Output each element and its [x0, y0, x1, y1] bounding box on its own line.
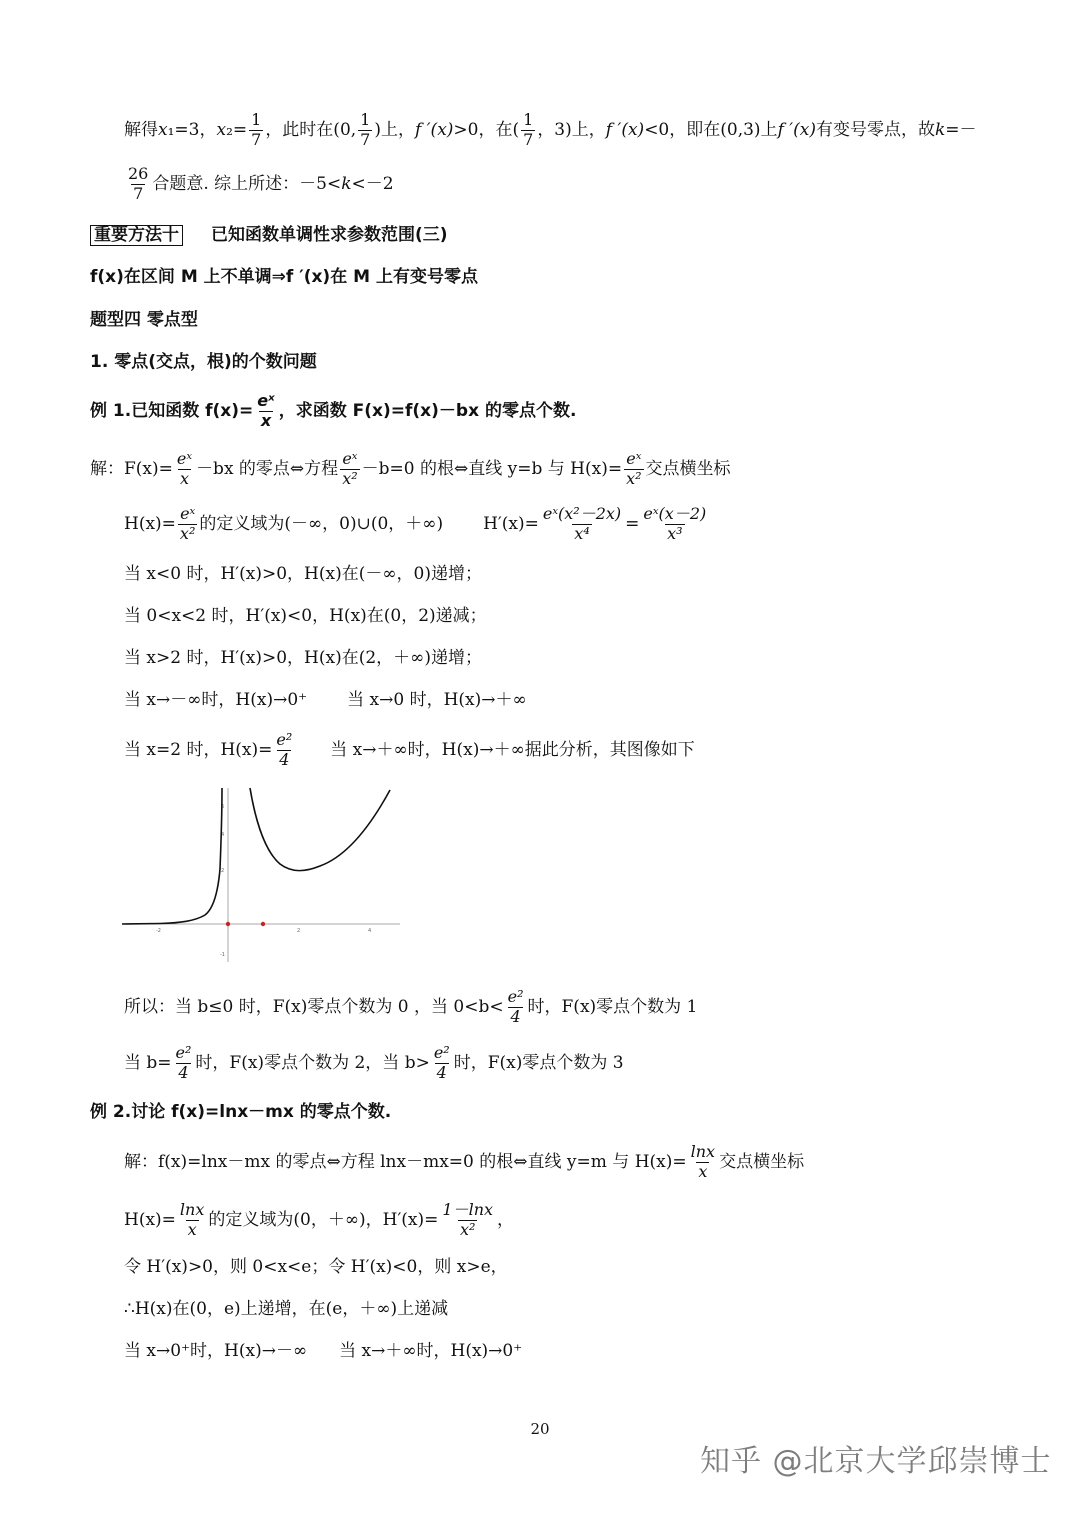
origin-point: [226, 922, 230, 926]
function-graph: [120, 784, 405, 966]
numerator: e²: [175, 1042, 192, 1062]
fraction: [178, 503, 197, 543]
rule-text: f(x)在区间 M 上不单调⇒f ′(x)在 M 上有变号零点: [90, 266, 478, 287]
watermark: 知乎 @北京大学邱崇博士: [700, 1444, 1052, 1479]
text: 令 H′(x)>0，则 0<x<e；令 H′(x)<0，则 x>e，: [124, 1256, 508, 1277]
method-title: 已知函数单调性求参数范围(三): [211, 224, 448, 245]
hx-definition-line: [124, 500, 710, 548]
text: ₁=3，: [167, 119, 217, 140]
text: 有变号零点，故: [815, 119, 935, 140]
curve-right-branch: [250, 788, 390, 871]
method-label: 重要方法十: [90, 225, 183, 246]
numerator: e²: [433, 1042, 450, 1062]
fraction: [340, 448, 359, 488]
fraction: [641, 503, 708, 543]
text: H(x)=: [124, 513, 176, 534]
type-heading: [90, 309, 198, 331]
denominator: 7: [360, 129, 371, 149]
numerator: lnx: [179, 1199, 205, 1219]
text: 解：f(x)=lnx－mx 的零点⇔方程 lnx－mx=0 的根⇔直线 y=m 与 H(x)=: [124, 1151, 687, 1172]
denominator: x: [260, 410, 272, 430]
text: 的定义域为(0，＋∞)，H′(x)=: [208, 1209, 439, 1230]
denominator: 4: [436, 1062, 447, 1082]
text: 当 x→0⁺时，H(x)→－∞: [124, 1340, 308, 1361]
text: ，求函数 F(x)=f(x)－bx 的零点个数.: [278, 400, 577, 421]
text: ，: [497, 1209, 515, 1230]
fraction-1-7: [358, 109, 372, 149]
fraction: [541, 503, 623, 543]
denominator: x: [698, 1161, 708, 1181]
denominator: x⁴: [574, 523, 590, 543]
section-title: 1. 零点(交点，根)的个数问题: [90, 351, 317, 372]
text: 时，F(x)零点个数为 1: [527, 996, 698, 1017]
ex2-hx-line: [124, 1196, 514, 1244]
numerator: eˣ: [180, 503, 196, 523]
text: 当 x→＋∞时，H(x)→＋∞据此分析，其图像如下: [330, 739, 695, 760]
fraction: [624, 448, 643, 488]
y-tick-label: 4: [221, 832, 225, 838]
text: 合题意. 综上所述：－5<: [152, 173, 342, 194]
text: 当 b=: [124, 1052, 172, 1073]
ex2-case-line-1: [124, 1257, 508, 1277]
numerator: eˣ(x²－2x): [542, 503, 622, 523]
text: 当 x=2 时，H(x)=: [124, 739, 273, 760]
denominator: 4: [178, 1062, 189, 1082]
numerator: e²: [276, 729, 293, 749]
text: 当 x→－∞时，H(x)→0⁺: [124, 689, 308, 710]
text: －b=0 的根⇔直线 y=b 与 H(x)=: [361, 458, 623, 479]
numerator: e²: [507, 986, 524, 1006]
text: 例 1.已知函数 f(x)=: [90, 400, 254, 421]
ex2-case-line-3: [124, 1341, 522, 1361]
fraction: [440, 1199, 495, 1239]
var-x2: x: [216, 119, 227, 140]
text: 交点横坐标: [719, 1151, 805, 1172]
method-heading: [90, 224, 448, 246]
x-tick-label: 2: [297, 928, 301, 934]
denominator: 4: [279, 749, 290, 769]
fraction: [174, 1042, 194, 1082]
numerator: eˣ: [176, 448, 193, 468]
text: 的定义域为(－∞，0)∪(0，＋∞): [199, 513, 444, 534]
text: )上，: [374, 119, 415, 140]
denominator: x²: [460, 1219, 476, 1239]
numerator: 1－lnx: [442, 1199, 494, 1219]
fraction: [274, 729, 294, 769]
denominator: x³: [667, 523, 683, 543]
numerator: 1: [360, 109, 371, 129]
denominator: 4: [510, 1006, 521, 1026]
curve-left-branch: [122, 788, 225, 924]
type-title: 题型四 零点型: [90, 309, 198, 330]
text: ∴H(x)在(0，e)上递增，在(e，＋∞)上递减: [124, 1298, 449, 1319]
text: 例 2.讨论 f(x)=lnx－mx 的零点个数.: [90, 1101, 392, 1122]
text: >0，在(: [453, 119, 520, 140]
numerator: eˣ: [342, 448, 358, 468]
denominator: 7: [133, 183, 144, 203]
page-number: 20: [530, 1420, 550, 1438]
ex2-case-line-2: [124, 1299, 448, 1319]
text: 所以：当 b≤0 时，F(x)零点个数为 0 ，当 0<b<: [124, 996, 504, 1017]
case-line-3: [124, 648, 482, 668]
text: =－: [945, 119, 977, 140]
numerator: 26: [128, 163, 149, 183]
denominator: x²: [626, 468, 642, 488]
case-line-1: [124, 564, 482, 584]
text: 时，F(x)零点个数为 2，当 b>: [195, 1052, 430, 1073]
fraction-ex-x: [255, 390, 276, 430]
solution-line-1: [124, 110, 977, 150]
x-tick-label: -2: [156, 928, 161, 934]
denominator: 7: [251, 129, 262, 149]
text: 时，F(x)零点个数为 3: [453, 1052, 624, 1073]
text: =: [625, 513, 640, 534]
section-heading: [90, 351, 317, 373]
rule-line: [90, 266, 478, 288]
numerator: 1: [523, 109, 534, 129]
numerator: 1: [251, 109, 262, 129]
fraction: [178, 1199, 206, 1239]
text: 当 x→＋∞时，H(x)→0⁺: [339, 1340, 523, 1361]
numerator: eˣ: [626, 448, 642, 468]
derivative: f ′(x): [605, 119, 645, 140]
case-line-4: [124, 690, 527, 710]
var-k: k: [341, 173, 352, 194]
numerator: eˣ(x－2): [643, 503, 707, 523]
axis-point: [261, 922, 265, 926]
y-tick-label: -1: [220, 952, 225, 958]
fraction-1-7: [249, 109, 263, 149]
text: <－2: [351, 173, 394, 194]
text: ，3)上，: [537, 119, 606, 140]
text: －bx 的零点⇔方程: [196, 458, 339, 479]
example-1: [90, 388, 576, 434]
result-line-2: [124, 1040, 624, 1086]
result-line-1: [124, 984, 697, 1030]
numerator: eˣ: [257, 390, 275, 410]
text: <0，即在(0,3)上: [644, 119, 778, 140]
var-x1: x: [158, 119, 168, 140]
ex1-solution-line: [90, 446, 731, 492]
fraction: [506, 986, 526, 1026]
text: 当 x→0 时，H(x)→＋∞: [347, 689, 527, 710]
text: 当 0<x<2 时，H′(x)<0，H(x)在(0，2)递减；: [124, 605, 487, 626]
x-tick-label: 4: [368, 928, 372, 934]
denominator: x²: [342, 468, 358, 488]
text: 解：F(x)=: [90, 458, 173, 479]
text: H(x)=: [124, 1209, 176, 1230]
derivative: f ′(x): [415, 119, 454, 140]
derivative: f ′(x): [777, 119, 816, 140]
text: 当 x<0 时，H′(x)>0，H(x)在(－∞，0)递增；: [124, 563, 482, 584]
denominator: 7: [523, 129, 534, 149]
text: 交点横坐标: [645, 458, 731, 479]
fraction: [689, 1141, 717, 1181]
ex2-solution-line: [124, 1138, 804, 1186]
text: ₂=: [226, 119, 248, 140]
solution-line-2: [124, 162, 394, 206]
text: 解得: [124, 119, 158, 140]
case-line-2: [124, 606, 487, 626]
text: 当 x>2 时，H′(x)>0，H(x)在(2，＋∞)递增；: [124, 647, 482, 668]
var-k: k: [934, 119, 946, 140]
denominator: x²: [179, 523, 196, 543]
text: H′(x)=: [483, 513, 539, 534]
y-tick-label: 2: [221, 868, 225, 874]
denominator: x: [179, 468, 189, 488]
numerator: lnx: [690, 1141, 716, 1161]
fraction: [432, 1042, 452, 1082]
fraction-26-7: [126, 163, 150, 203]
example-2: [90, 1101, 391, 1123]
fraction-1-7: [521, 109, 535, 149]
y-tick-label: 6: [221, 804, 225, 810]
denominator: x: [187, 1219, 197, 1239]
text: ，此时在(0,: [265, 119, 357, 140]
case-line-5: [124, 726, 695, 774]
fraction: [175, 448, 194, 488]
